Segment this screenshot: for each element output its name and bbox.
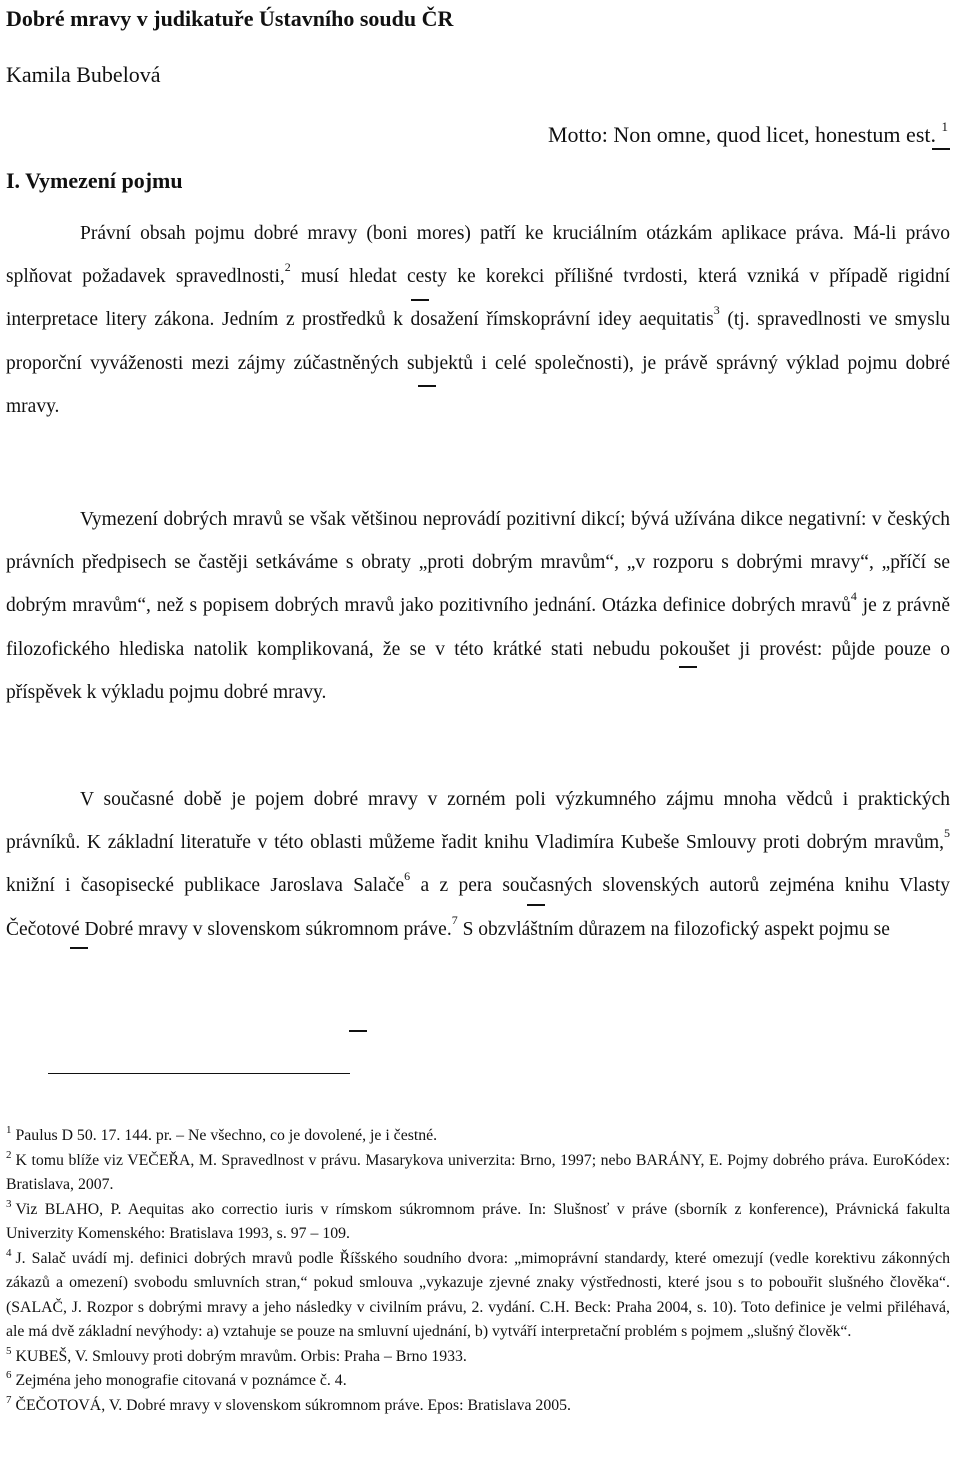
paragraph-1 [6,212,950,428]
footnote-text: Paulus D 50. 17. 144. pr. – Ne všechno, co je dovolené, je i čestné. [15,1127,438,1144]
paragraph-text: knižní i časopisecké publikace Jaroslava Salače [6,875,405,897]
footnote-3 [6,1198,950,1247]
footnote-1 [6,1124,950,1149]
paragraph-text: V současné době je pojem dobré mravy v zorném poli výzkumného zájmu mnoha vědců i praktických právníků. K základní literatuře v této oblasti můžeme řadit knihu Vladimíra Kubeše Smlouvy proti dobrým mravům, [6,789,950,854]
footnote-ref-6[interactable]: 6 [404,869,411,884]
footnote-text: ČEČOTOVÁ, V. Dobré mravy v slovenskom súkromnom práve. Epos: Bratislava 2005. [15,1396,571,1414]
footnote-7 [6,1394,950,1419]
footnote-ref-1[interactable]: 1 [941,119,948,134]
footnote-number: 2 [6,1148,12,1161]
document-author: Kamila Bubelová [6,62,161,87]
footnote-number: 7 [6,1393,12,1406]
footnotes [6,1124,950,1418]
footnote-4 [6,1247,950,1345]
motto [548,112,948,150]
paragraph-text: musí hledat cesty ke korekci přílišné tvrdosti, která vzniká v případě rigidní interpretace litery zákona. Jedním z prostředků k dosažení římskoprávní idey aequitatis [6,266,950,331]
section-heading: I. Vymezení pojmu [6,168,183,193]
footnote-number: 4 [6,1246,12,1259]
footnote-ref-underline [679,666,697,668]
footnote-separator [48,1073,350,1074]
paragraph-text: Právní obsah pojmu dobré mravy (boni mores) patří ke kruciálním otázkám aplikace práva. Má-li právo splňovat požadavek spravedlnosti, [6,223,950,288]
footnote-ref-underline [418,385,436,387]
footnote-ref-3[interactable]: 3 [713,303,720,318]
paragraph-3 [6,778,950,951]
footnote-ref-underline [349,1030,367,1032]
document-title: Dobré mravy v judikatuře Ústavního soudu ČR [6,6,454,31]
footnote-text: J. Salač uvádí mj. definici dobrých mravů podle Říšského soudního dvora: „mimoprávní standardy, které omezují (vedle korektivu zákonných zákazů a omezení) svobodu smluvních stran,“ pokud smlouva „vykazuje zjevné znaky výstřednosti, které jsou s to pobouřit slušného člověka“. (SALAČ, J. Rozpor s dobrými mravy a jeho následky v civilním právu, 2. vydání. C.H. Beck: Praha 2004, s. 10). Toto definice je velmi přiléhavá, ale má dvě základní nevýhody: a) vztahuje se pouze na smluvní ujednání, b) vytváří interpretační problém s pojmem „slušný člověk“. [6,1249,950,1340]
footnote-ref-underline [527,904,545,906]
footnote-number: 1 [6,1124,12,1136]
footnote-ref-underline [70,947,88,949]
paragraph-text: je z právně filozofického hlediska natolik komplikovaná, že se v této krátké stati nebudu pokoušet ji provést: půjde pouze o příspěvek k výkladu pojmu dobré mravy. [6,595,950,703]
footnote-ref-4[interactable]: 4 [850,589,857,604]
footnote-ref-underline [411,299,429,301]
footnote-ref-7[interactable]: 7 [451,912,458,927]
footnote-ref-2[interactable]: 2 [284,260,291,275]
paragraph-text: S obzvláštním důrazem na filozofický aspekt pojmu se [457,918,890,940]
paragraph-2 [6,498,950,714]
footnote-number: 3 [6,1197,12,1210]
footnote-ref-5[interactable]: 5 [944,826,950,841]
footnote-5 [6,1345,950,1370]
motto-text: Motto: Non omne, quod licet, honestum est. [547,122,936,147]
paragraph-text: (tj. spravedlnosti ve smyslu proporční vyváženosti mezi zájmy zúčastněných subjektů i celé společnosti), je právě správný výklad pojmu dobré mravy. [6,309,950,417]
paragraph-text: a z pera současných slovenských autorů zejména knihu Vlasty Čečotové Dobré mravy v slovenskom súkromnom práve. [6,875,950,940]
footnote-number: 6 [6,1369,12,1381]
footnote-6 [6,1369,950,1394]
footnote-text: Zejména jeho monografie citovaná v poznámce č. 4. [15,1372,347,1389]
footnote-number: 5 [6,1344,12,1357]
paragraph-text: Vymezení dobrých mravů se však většinou neprovádí pozitivní dikcí; bývá užívána dikce negativní: v českých právních předpisech se častěji setkáváme s obraty „proti dobrým mravům“, „v rozporu s dobrými mravy“, „příčí se dobrým mravům“, než s popisem dobrých mravů jako pozitivního jednání. Otázka definice dobrých mravů [6,509,950,617]
footnote-2 [6,1149,950,1198]
footnote-ref-underline [932,148,950,150]
footnote-text: Viz BLAHO, P. Aequitas ako correctio iuris v rímskom súkromnom práve. In: Slušnosť v práve (sborník z konference), Právnická fakulta Univerzity Komenského: Bratislava 1993, s. 97 – 109. [6,1200,950,1242]
footnote-text: KUBEŠ, V. Smlouvy proti dobrým mravům. Orbis: Praha – Brno 1933. [15,1347,467,1365]
footnote-text: K tomu blíže viz VEČEŘA, M. Spravedlnost v právu. Masarykova univerzita: Brno, 1997; nebo BARÁNY, E. Pojmy dobrého práva. EuroKódex: Bratislava, 2007. [6,1151,950,1193]
